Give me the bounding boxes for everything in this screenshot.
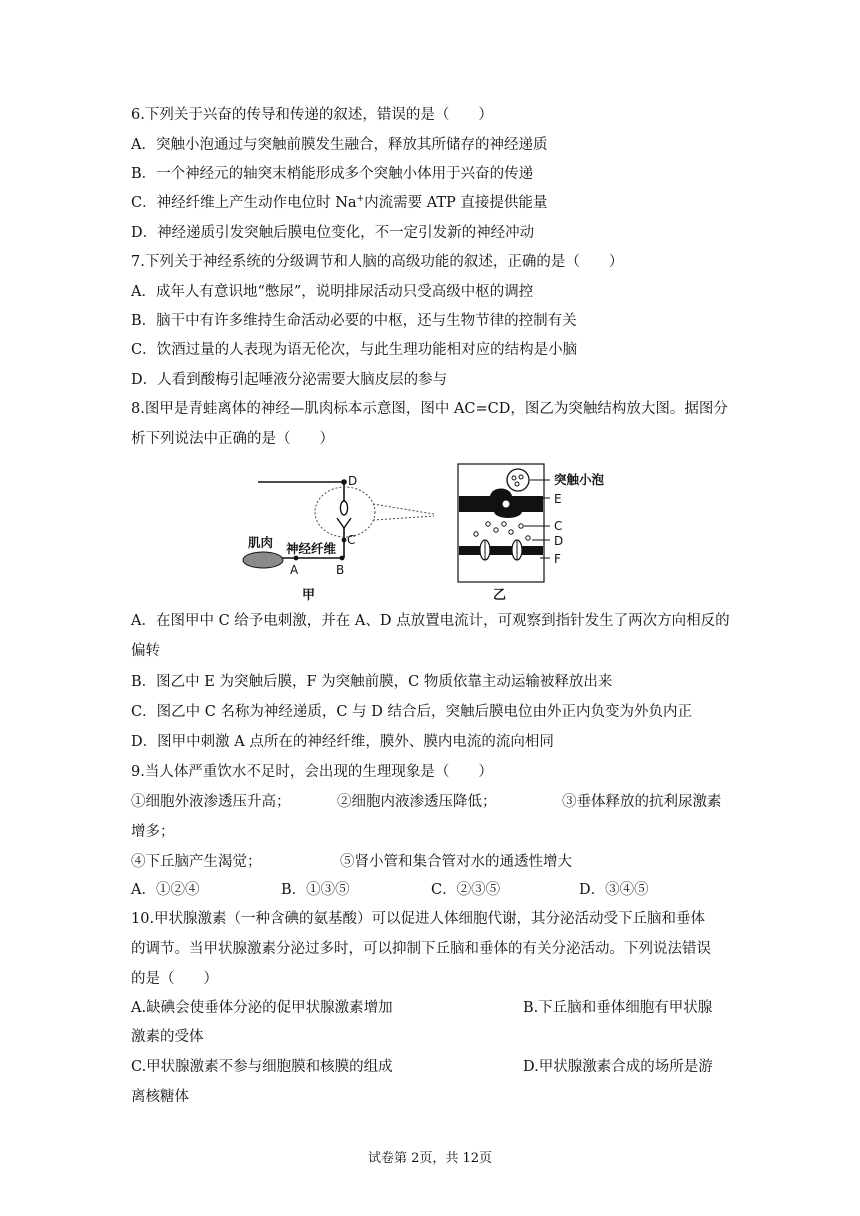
label-c: C	[347, 533, 356, 547]
q8-stem-line2: 析下列说法中正确的是（ ）	[131, 431, 334, 447]
page-footer: 试卷第 2页，共 12页	[367, 1151, 493, 1166]
zoom-circle	[315, 487, 375, 537]
point-b-dot	[340, 556, 345, 561]
zoom-line-top	[373, 504, 434, 514]
q9-option-b: B．①③⑤	[281, 882, 350, 898]
q9-statement-1: ①细胞外液渗透压升高；	[131, 794, 291, 810]
q6-stem: 6.下列关于兴奋的传导和传递的叙述，错误的是（ ）	[131, 107, 493, 123]
point-a-dot	[294, 556, 299, 561]
q6-option-c-sup: +	[356, 194, 365, 205]
q8-figure	[228, 458, 628, 614]
q6-option-a: A．突触小泡通过与突触前膜发生融合，释放其所储存的神经递质	[131, 137, 548, 153]
point-c-dot	[342, 538, 347, 543]
q8-option-c: C．图乙中 C 名称为神经递质，C 与 D 结合后，突触后膜电位由外正内负变为外负内正	[131, 704, 692, 720]
zoom-line-bottom	[373, 516, 434, 520]
transmitter-4	[509, 530, 513, 534]
q7-option-b: B．脑干中有许多维持生命活动必要的中枢，还与生物节律的控制有关	[131, 313, 577, 329]
muscle-label: 肌肉	[248, 535, 274, 550]
q10-stem-line2: 的调节。当甲状腺激素分泌过多时，可以抑制下丘脑和垂体的有关分泌活动。下列说法错误	[131, 941, 711, 957]
label-yi-f: F	[554, 552, 561, 566]
q8-option-a-line1: A．在图甲中 C 给予电刺激，并在 A、D 点放置电流计，可观察到指针发生了两次方向相反的	[131, 613, 730, 629]
q7-stem: 7.下列关于神经系统的分级调节和人脑的高级功能的叙述，正确的是（ ）	[131, 254, 624, 270]
label-yi-d: D	[554, 534, 564, 548]
label-a: A	[290, 563, 299, 577]
synapse-bulb	[340, 501, 347, 515]
transmitter-5	[519, 524, 523, 528]
q9-statement-5: ⑤肾小管和集合管对水的通透性增大	[340, 854, 572, 870]
label-yi-e: E	[554, 492, 562, 506]
q10-option-b-line2: 激素的受体	[131, 1029, 204, 1045]
q10-option-c: C.甲状腺激素不参与细胞膜和核膜的组成	[131, 1059, 393, 1075]
caption-yi: 乙	[493, 588, 507, 603]
q9-option-c: C．②③⑤	[431, 882, 501, 898]
q8-option-d: D．图甲中刺激 A 点所在的神经纤维，膜外、膜内电流的流向相同	[131, 734, 554, 750]
q6-option-c-post: 内流需要 ATP 直接提供能量	[364, 195, 548, 211]
q9-statement-3-cont: 增多；	[131, 824, 175, 840]
vesicle-fusing	[502, 500, 510, 508]
transmitter-2	[494, 528, 498, 532]
q8-stem-line1: 8.图甲是青蛙离体的神经—肌肉标本示意图，图中 AC=CD，图乙为突触结构放大图。据图分	[131, 401, 728, 417]
q9-statement-3: ③垂体释放的抗利尿激素	[562, 794, 722, 810]
q6-option-b: B．一个神经元的轴突末梢能形成多个突触小体用于兴奋的传递	[131, 166, 534, 182]
synapse-box	[458, 464, 544, 582]
q7-option-c: C．饮酒过量的人表现为语无伦次，与此生理功能相对应的结构是小脑	[131, 342, 578, 358]
q9-option-d: D．③④⑤	[579, 882, 649, 898]
q10-option-d-line1: D.甲状腺激素合成的场所是游	[523, 1059, 713, 1075]
caption-jia: 甲	[302, 588, 316, 603]
q10-stem-line1: 10.甲状腺激素（一种含碘的氨基酸）可以促进人体细胞代谢，其分泌活动受下丘脑和垂体	[131, 911, 706, 927]
presynaptic-membrane-e	[459, 489, 543, 519]
q10-stem-line3: 的是（ ）	[131, 971, 218, 987]
transmitter-7	[526, 536, 530, 540]
q6-option-d: D．神经递质引发突触后膜电位变化，不一定引发新的神经冲动	[131, 225, 535, 241]
postsynaptic-membrane-f	[459, 546, 543, 555]
synapse-cleft	[337, 518, 351, 528]
q6-option-c	[131, 193, 547, 213]
transmitter-3	[502, 522, 506, 526]
synaptic-vesicle	[507, 469, 529, 491]
label-d: D	[348, 474, 358, 488]
q9-statement-2: ②细胞内液渗透压降低；	[337, 794, 497, 810]
q10-option-a: A.缺碘会使垂体分泌的促甲状腺激素增加	[131, 1000, 393, 1016]
q7-option-d: D．人看到酸梅引起唾液分泌需要大脑皮层的参与	[131, 372, 448, 388]
vesicle-label: 突触小泡	[554, 472, 605, 487]
q10-option-b-line1: B.下丘脑和垂体细胞有甲状腺	[523, 1000, 713, 1016]
transmitter-6	[474, 532, 478, 536]
q9-statement-4: ④下丘脑产生渴觉；	[131, 854, 262, 870]
label-b: B	[336, 563, 345, 577]
q7-option-a: A．成年人有意识地“憋尿”，说明排尿活动只受高级中枢的调控	[131, 284, 534, 300]
q10-option-d-line2: 离核糖体	[131, 1089, 189, 1105]
q6-option-c-pre: C．神经纤维上产生动作电位时 Na	[131, 195, 357, 211]
muscle-shape	[243, 552, 283, 568]
q8-option-a-line2: 偏转	[131, 643, 160, 659]
label-yi-c: C	[554, 519, 563, 533]
q9-stem: 9.当人体严重饮水不足时，会出现的生理现象是（ ）	[131, 764, 493, 780]
q9-option-a: A．①②④	[131, 882, 200, 898]
q8-option-b: B．图乙中 E 为突触后膜，F 为突触前膜，C 物质依靠主动运输被释放出来	[131, 674, 613, 690]
nerve-fiber-label: 神经纤维	[286, 541, 337, 556]
transmitter-1	[486, 522, 490, 526]
